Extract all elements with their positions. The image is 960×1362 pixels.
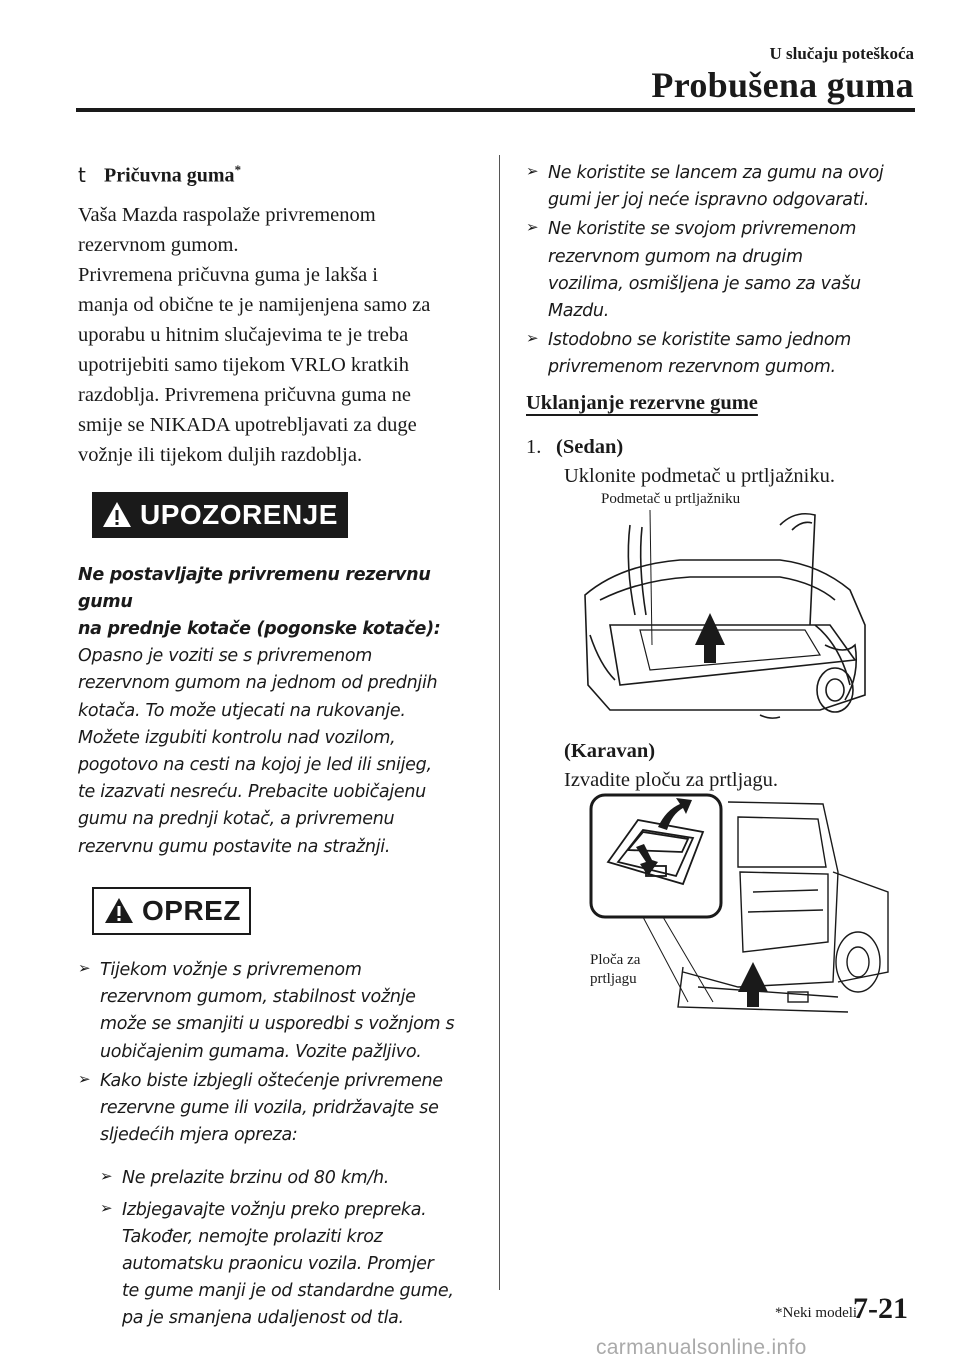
warning-triangle-icon <box>102 501 132 528</box>
body-line: manja od obične te je namijenjena samo za <box>78 293 431 316</box>
caution-label: OPREZ <box>142 894 241 926</box>
figure-label-trunk-mat: Podmetač u prtljažniku <box>601 491 741 507</box>
warning-text <box>78 562 473 861</box>
subheading <box>526 392 758 415</box>
caution-item <box>526 327 921 381</box>
caution-subitem <box>100 1197 473 1333</box>
heading-footnote-mark: * <box>234 162 242 177</box>
caution-subline: automatsku praonicu vozila. Promjer <box>122 1253 434 1274</box>
caution-line: može se smanjiti u usporedbi s vožnjom s <box>100 1014 455 1035</box>
caution-list <box>78 957 473 1333</box>
caution-line: rezervnom gumom na drugim <box>548 246 803 267</box>
caution-line: rezervne gume ili vozila, pridržavajte se <box>100 1097 439 1118</box>
watermark: carmanualsonline.info <box>596 1336 807 1359</box>
intro-line: Vaša Mazda raspolaže privremenom <box>78 203 376 226</box>
section-heading <box>78 160 473 188</box>
warning-line: pogotovo na cesti na kojoj je led ili snijeg, <box>78 755 432 776</box>
body-line: uporabu u hitnim slučajevima te je treba <box>78 323 409 346</box>
caution-line: privremenom rezervnom gumom. <box>548 357 836 378</box>
caution-subline: pa je smanjena udaljenost od tla. <box>122 1308 404 1329</box>
caution-subline: Također, nemojte prolaziti kroz <box>122 1226 383 1247</box>
warning-label: UPOZORENJE <box>140 498 338 530</box>
caution-item <box>526 216 921 325</box>
body-line: upotrijebiti samo tijekom VRLO kratkih <box>78 353 410 376</box>
arrow-bullet-icon: ➢ <box>78 1069 91 1088</box>
caution-line: Ne koristite se lancem za gumu na ovoj <box>548 163 884 183</box>
body-line: Privremena pričuvna guma je lakša i <box>78 263 378 286</box>
step-sedan-text: Uklonite podmetač u prtljažniku. <box>564 465 835 487</box>
left-column <box>78 160 473 1333</box>
warning-line: te izazvati nesreću. Prebacite uobičajenu <box>78 782 426 803</box>
caution-item <box>526 160 921 214</box>
page-number: 7-21 <box>853 1292 908 1325</box>
section-heading-text: Pričuvna guma <box>104 164 235 187</box>
caution-line: gumi jer joj neće ispravno odgovarati. <box>548 190 870 211</box>
step-variant-karavan: (Karavan) <box>564 740 656 762</box>
warning-line: Možete izgubiti kontrolu nad vozilom, <box>78 727 396 748</box>
caution-line: Ne koristite se svojom privremenom <box>548 219 857 240</box>
caution-banner <box>92 887 473 935</box>
caution-line: rezervnom gumom, stabilnost vožnje <box>100 987 416 1008</box>
figure-label-line: prtljagu <box>590 971 637 987</box>
heading-bullet-icon: t <box>78 162 86 187</box>
right-column <box>526 160 921 382</box>
arrow-bullet-icon: ➢ <box>78 958 91 977</box>
caution-line: Mazdu. <box>548 301 609 322</box>
body-line: smije se NIKADA upotrebljavati za duge <box>78 413 417 436</box>
arrow-bullet-icon: ➢ <box>100 1167 113 1186</box>
body-paragraph <box>78 260 473 470</box>
caution-line: uobičajenim gumama. Vozite pažljivo. <box>100 1041 422 1062</box>
header-rule <box>76 108 915 112</box>
warning-line: kotača. To može utjecati na rukovanje. <box>78 700 406 721</box>
warning-line: Opasno je voziti se s privremenom <box>78 646 373 667</box>
arrow-bullet-icon: ➢ <box>526 218 539 237</box>
step-number: 1. <box>526 436 542 458</box>
footnote: *Neki modeli. <box>775 1305 861 1321</box>
caution-line: Tijekom vožnje s privremenom <box>100 959 362 980</box>
body-line: razdoblja. Privremena pričuvna guma ne <box>78 383 411 406</box>
caution-subline: Ne prelazite brzinu od 80 km/h. <box>122 1168 390 1189</box>
intro-paragraph <box>78 200 473 260</box>
arrow-bullet-icon: ➢ <box>526 329 539 348</box>
subheading-text: Uklanjanje rezervne gume <box>526 392 758 414</box>
step-karavan-text: Izvadite ploču za prtljagu. <box>564 769 779 791</box>
running-header-section: U slučaju poteškoća <box>769 44 914 63</box>
arrow-bullet-icon: ➢ <box>526 162 539 180</box>
intro-line: rezervnom gumom. <box>78 233 239 256</box>
caution-triangle-icon <box>104 897 134 924</box>
step-variant-sedan: (Sedan) <box>556 436 624 458</box>
figure-label-line: Ploča za <box>590 952 641 968</box>
warning-line: gumu na prednji kotač, a privremenu <box>78 809 395 830</box>
column-divider <box>499 155 500 1290</box>
step-1-sedan <box>526 432 623 462</box>
step-karavan <box>564 736 655 766</box>
caution-line: Istodobno se koristite samo jednom <box>548 330 852 351</box>
caution-subline: te gume manji je od standardne gume, <box>122 1281 454 1302</box>
caution-item <box>78 1068 473 1333</box>
warning-line: rezervnu gumu postavite na stražnji. <box>78 836 391 857</box>
warning-line: rezervnom gumom na jednom od prednjih <box>78 673 438 694</box>
body-line: vožnje ili tijekom duljih razdoblja. <box>78 443 363 466</box>
sedan-trunk-illustration <box>580 505 870 725</box>
caution-line: Kako biste izbjegli oštećenje privremene <box>100 1070 443 1091</box>
warning-bold-line: Ne postavljajte privremenu rezervnu gumu <box>78 564 431 612</box>
caution-line: sljedećih mjera opreza: <box>100 1125 298 1146</box>
caution-item <box>78 957 473 1066</box>
caution-subline: Izbjegavajte vožnju preko prepreka. <box>122 1199 427 1220</box>
caution-subitem <box>100 1165 473 1192</box>
caution-line: vozilima, osmišljena je samo za vašu <box>548 273 861 294</box>
warning-banner <box>92 492 473 538</box>
figure-label-luggage-board <box>590 951 640 989</box>
running-header-title: Probušena guma <box>651 65 914 105</box>
arrow-bullet-icon: ➢ <box>100 1198 113 1217</box>
warning-bold-line: na prednje kotače (pogonske kotače): <box>78 619 441 640</box>
